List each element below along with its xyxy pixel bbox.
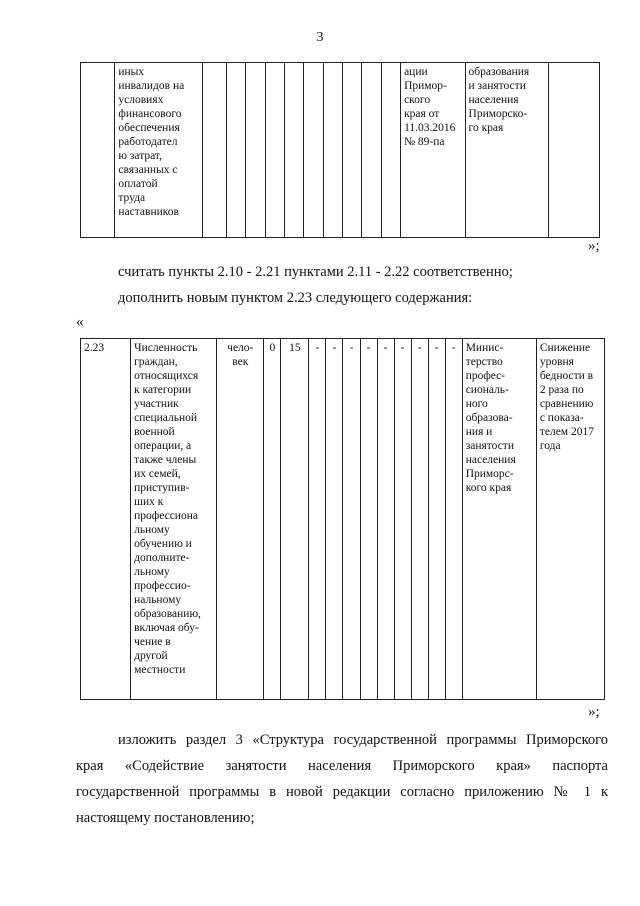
value-cell: - <box>326 339 343 700</box>
paragraph-add-item: дополнить новым пунктом 2.23 следующего содержания: <box>118 290 473 306</box>
cell-name: иных инвалидов на условиях финансового обеспечения работодател ю затрат, связанных с оплатой труда наставников <box>115 63 203 238</box>
cell-number <box>81 63 115 238</box>
value-cell: 0 <box>264 339 281 700</box>
item-result: Снижение уровня бедности в 2 раза по сравнению с показа- телем 2017 года <box>536 339 604 700</box>
table-item-2-23 <box>80 338 605 700</box>
item-unit: чело- век <box>217 339 264 700</box>
value-cell: - <box>309 339 326 700</box>
value-cell: - <box>445 339 462 700</box>
open-quote: « <box>76 314 84 330</box>
paragraph-renumber: считать пункты 2.10 - 2.21 пунктами 2.11 - 2.22 соответственно; <box>118 264 513 280</box>
value-cell: 15 <box>281 339 309 700</box>
value-cell: - <box>377 339 394 700</box>
paragraph-section-3: изложить раздел 3 «Структура государственной программы Приморского края «Содействие занятости населения Приморского края» паспорта государственной программы в новой редакции согласно приложению № 1 к настоящему постановлению; <box>76 732 608 826</box>
value-cell: - <box>428 339 445 700</box>
cell-document: ации Примор- ского края от 11.03.2016 № 89-па <box>401 63 465 238</box>
value-cell: - <box>394 339 411 700</box>
page-number: 3 <box>316 30 324 45</box>
close-quote: »; <box>588 238 600 254</box>
value-cell: - <box>411 339 428 700</box>
item-name: Численность граждан, относящихся к категории участник специальной военной операции, а также члены их семей, приступив- ших к профессиона льному обучению и дополните- льному профессио- нальному образованию, включая обу- чение в другой местности <box>131 339 217 700</box>
cell-executor: образования и занятости населения Приморско- го края <box>465 63 549 238</box>
value-cell: - <box>343 339 360 700</box>
item-number: 2.23 <box>81 339 131 700</box>
close-quote-2: »; <box>588 704 600 720</box>
table-continuation <box>80 62 600 238</box>
value-cell: - <box>360 339 377 700</box>
item-executor: Минис- терство профес- сиональ- ного образова- ния и занятости населения Приморс- кого края <box>462 339 536 700</box>
